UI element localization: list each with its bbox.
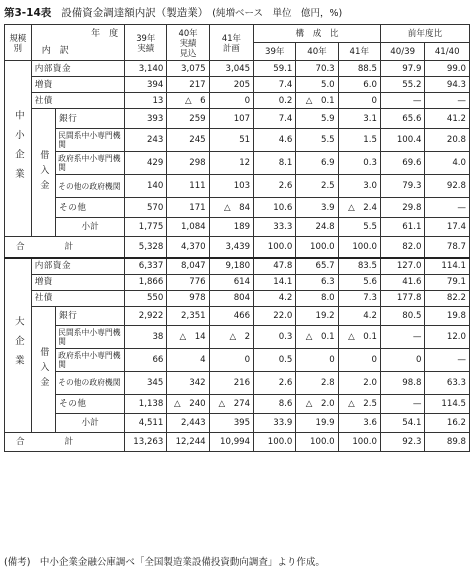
table-cell: 3,075 <box>167 61 209 77</box>
table-cell: 8.6 <box>254 394 296 413</box>
table-cell: 92.8 <box>425 175 470 198</box>
table-cell: 55.2 <box>380 77 424 93</box>
table-number: 第3-14表 <box>4 7 52 19</box>
total-label: 合計 <box>5 237 125 258</box>
table-cell: △ 84 <box>209 198 253 218</box>
table-cell: 3,439 <box>209 237 253 258</box>
total-label: 合計 <box>5 432 125 451</box>
row-label: 社債 <box>31 93 124 109</box>
table-cell: 19.9 <box>296 413 338 432</box>
row-label: 政府系中小専門機関 <box>56 348 125 371</box>
table-cell: 342 <box>167 371 209 394</box>
section-small: 中小企業 <box>5 61 32 237</box>
table-row <box>5 258 470 275</box>
table-cell: 0 <box>338 348 380 371</box>
table-cell: 24.8 <box>296 218 338 237</box>
table-cell: 63.3 <box>425 371 470 394</box>
table-row <box>5 129 470 152</box>
table-cell: △ 2.0 <box>296 394 338 413</box>
table-row <box>5 394 470 413</box>
source-note: (備考) 中小企業金融公庫調べ「全国製造業設備投資動向調査」より作成。 <box>4 557 325 568</box>
table-row <box>5 152 470 175</box>
table-cell: 82.2 <box>425 290 470 306</box>
p2-header: 41/40 <box>425 43 470 61</box>
table-cell: 978 <box>167 290 209 306</box>
table-cell: 100.4 <box>380 129 424 152</box>
table-cell: 5.6 <box>338 274 380 290</box>
table-cell: 395 <box>209 413 253 432</box>
table-cell: 1.5 <box>338 129 380 152</box>
table-cell: 2.8 <box>296 371 338 394</box>
table-cell: 54.1 <box>380 413 424 432</box>
table-cell: △ 0.1 <box>296 93 338 109</box>
table-cell: 59.1 <box>254 61 296 77</box>
table-cell: △ 0.1 <box>338 325 380 348</box>
table-cell: 4,511 <box>125 413 167 432</box>
table-cell: 127.0 <box>380 258 424 275</box>
table-cell: 100.0 <box>338 432 380 451</box>
row-label: 小計 <box>56 218 125 237</box>
row-label: 銀行 <box>56 306 125 325</box>
table-cell: 216 <box>209 371 253 394</box>
table-cell: 3.0 <box>338 175 380 198</box>
table-row <box>5 237 470 258</box>
table-cell: 6.9 <box>296 152 338 175</box>
table-cell: 100.0 <box>296 237 338 258</box>
table-cell: 8.0 <box>296 290 338 306</box>
table-cell: 0 <box>338 93 380 109</box>
table-cell: 92.3 <box>380 432 424 451</box>
table-row <box>5 93 470 109</box>
table-cell: 19.8 <box>425 306 470 325</box>
row-label: 民間系中小専門機関 <box>56 129 125 152</box>
table-cell: 140 <box>125 175 167 198</box>
table-cell: 394 <box>125 77 167 93</box>
prev-year-header: 前年度比 <box>380 25 469 43</box>
year-header: 年 度 <box>91 29 119 39</box>
table-cell: 5,328 <box>125 237 167 258</box>
table-cell: 29.8 <box>380 198 424 218</box>
table-cell: 3.6 <box>338 413 380 432</box>
table-cell: 3,140 <box>125 61 167 77</box>
header-row-1 <box>5 25 470 43</box>
table-row <box>5 290 470 306</box>
table-cell: 99.0 <box>425 61 470 77</box>
table-cell: 114.5 <box>425 394 470 413</box>
table-cell: 65.7 <box>296 258 338 275</box>
y41-header: 41年 計画 <box>209 25 253 61</box>
table-cell: 79.1 <box>425 274 470 290</box>
table-row <box>5 371 470 394</box>
table-cell: 0.3 <box>338 152 380 175</box>
table-cell: 20.8 <box>425 129 470 152</box>
table-cell: 4,370 <box>167 237 209 258</box>
table-cell: 4.2 <box>254 290 296 306</box>
table-cell: △ 14 <box>167 325 209 348</box>
table-cell: 205 <box>209 77 253 93</box>
table-cell: 10,994 <box>209 432 253 451</box>
table-cell: 466 <box>209 306 253 325</box>
row-label: その他 <box>56 394 125 413</box>
table-cell: 259 <box>167 109 209 129</box>
table-cell: 171 <box>167 198 209 218</box>
table-cell: 33.9 <box>254 413 296 432</box>
table-cell: — <box>380 394 424 413</box>
table-cell: 14.1 <box>254 274 296 290</box>
table-cell: 0.3 <box>254 325 296 348</box>
table-cell: 4.2 <box>338 306 380 325</box>
table-cell: 41.6 <box>380 274 424 290</box>
row-label: 民間系中小専門機関 <box>56 325 125 348</box>
table-cell: 298 <box>167 152 209 175</box>
scale-header: 規模別 <box>5 25 32 61</box>
table-cell: 12.0 <box>425 325 470 348</box>
table-cell: 0 <box>380 348 424 371</box>
table-cell: 2,922 <box>125 306 167 325</box>
table-cell: 4.0 <box>425 152 470 175</box>
c40-header: 40年 <box>296 43 338 61</box>
table-cell: 100.0 <box>296 432 338 451</box>
table-cell: 345 <box>125 371 167 394</box>
table-cell: 114.1 <box>425 258 470 275</box>
row-label: 小計 <box>56 413 125 432</box>
table-cell: △ 274 <box>209 394 253 413</box>
table-cell: 8,047 <box>167 258 209 275</box>
row-label: 社債 <box>31 290 124 306</box>
table-cell: 5.0 <box>296 77 338 93</box>
table-cell: 0.2 <box>254 93 296 109</box>
table-cell: 100.0 <box>254 237 296 258</box>
table-cell: 94.3 <box>425 77 470 93</box>
table-cell: 12 <box>209 152 253 175</box>
table-cell: 69.6 <box>380 152 424 175</box>
table-cell: 804 <box>209 290 253 306</box>
table-cell: 0 <box>296 348 338 371</box>
composition-header: 構 成 比 <box>254 25 381 43</box>
breakdown-header: 内 訳 <box>41 46 69 56</box>
table-row <box>5 348 470 371</box>
table-cell: 51 <box>209 129 253 152</box>
table-cell: 98.8 <box>380 371 424 394</box>
table-cell: 61.1 <box>380 218 424 237</box>
table-cell: 1,138 <box>125 394 167 413</box>
table-cell: 6.0 <box>338 77 380 93</box>
table-cell: 7.4 <box>254 77 296 93</box>
table-cell: 78.7 <box>425 237 470 258</box>
table-cell: 65.6 <box>380 109 424 129</box>
table-cell: △ 6 <box>167 93 209 109</box>
table-cell: — <box>425 348 470 371</box>
table-cell: 2.6 <box>254 371 296 394</box>
table-cell: 570 <box>125 198 167 218</box>
table-cell: 88.5 <box>338 61 380 77</box>
table-cell: 245 <box>167 129 209 152</box>
table-cell: 429 <box>125 152 167 175</box>
table-cell: 38 <box>125 325 167 348</box>
table-cell: 16.2 <box>425 413 470 432</box>
table-row <box>5 77 470 93</box>
table-cell: 111 <box>167 175 209 198</box>
table-cell: 2,351 <box>167 306 209 325</box>
row-label: 銀行 <box>56 109 125 129</box>
table-cell: 70.3 <box>296 61 338 77</box>
table-cell: 243 <box>125 129 167 152</box>
table-row <box>5 218 470 237</box>
table-cell: 17.4 <box>425 218 470 237</box>
c39-header: 39年 <box>254 43 296 61</box>
table-row <box>5 325 470 348</box>
table-cell: 97.9 <box>380 61 424 77</box>
row-label: 政府系中小専門機関 <box>56 152 125 175</box>
table-heading: 設備資金調達額内訳（製造業） <box>61 7 209 19</box>
p1-header: 40/39 <box>380 43 424 61</box>
y39-header: 39年 実績 <box>125 25 167 61</box>
table-cell: 1,775 <box>125 218 167 237</box>
unit-note: (純増ベース 単位 億円，%) <box>212 8 343 19</box>
table-cell: 19.2 <box>296 306 338 325</box>
table-cell: 217 <box>167 77 209 93</box>
table-cell: 0 <box>209 348 253 371</box>
table-cell: 13,263 <box>125 432 167 451</box>
table-cell: 82.0 <box>380 237 424 258</box>
table-cell: 2.5 <box>296 175 338 198</box>
table-cell: 89.8 <box>425 432 470 451</box>
table-row <box>5 306 470 325</box>
table-cell: 9,180 <box>209 258 253 275</box>
table-title <box>4 3 472 23</box>
table-cell: 8.1 <box>254 152 296 175</box>
table-row <box>5 274 470 290</box>
table-cell: 2.6 <box>254 175 296 198</box>
table-cell: 80.5 <box>380 306 424 325</box>
table-cell: △ 2.5 <box>338 394 380 413</box>
table-cell: 100.0 <box>254 432 296 451</box>
table-cell: △ 2.4 <box>338 198 380 218</box>
table-cell: 5.9 <box>296 109 338 129</box>
table-row <box>5 109 470 129</box>
row-label: 内部資金 <box>31 61 124 77</box>
table-cell: — <box>425 198 470 218</box>
table-cell: 5.5 <box>296 129 338 152</box>
table-cell: 83.5 <box>338 258 380 275</box>
table-cell: 550 <box>125 290 167 306</box>
table-row <box>5 413 470 432</box>
table-cell: 2,443 <box>167 413 209 432</box>
table-cell: 177.8 <box>380 290 424 306</box>
table-cell: 0.5 <box>254 348 296 371</box>
table-cell: 100.0 <box>338 237 380 258</box>
table-cell: 22.0 <box>254 306 296 325</box>
borrow-label-small: 借入金 <box>31 109 55 237</box>
table-cell: 614 <box>209 274 253 290</box>
table-row <box>5 198 470 218</box>
row-label: 増資 <box>31 274 124 290</box>
table-cell: — <box>380 325 424 348</box>
table-cell: △ 2 <box>209 325 253 348</box>
table-row <box>5 61 470 77</box>
table-cell: △ 240 <box>167 394 209 413</box>
table-cell: 3,045 <box>209 61 253 77</box>
table-row <box>5 432 470 451</box>
table-cell: 4.6 <box>254 129 296 152</box>
table-cell: 33.3 <box>254 218 296 237</box>
table-cell: 189 <box>209 218 253 237</box>
table-cell: 66 <box>125 348 167 371</box>
table-cell: 3.1 <box>338 109 380 129</box>
table-cell: △ 0.1 <box>296 325 338 348</box>
table-cell: 6.3 <box>296 274 338 290</box>
y40-header: 40年 実績 見込 <box>167 25 209 61</box>
table-cell: 0 <box>209 93 253 109</box>
table-cell: 6,337 <box>125 258 167 275</box>
table-cell: — <box>380 93 424 109</box>
table-cell: 7.4 <box>254 109 296 129</box>
table-cell: 393 <box>125 109 167 129</box>
row-label: その他 <box>56 198 125 218</box>
table-cell: 79.3 <box>380 175 424 198</box>
table-cell: 776 <box>167 274 209 290</box>
table-cell: 2.0 <box>338 371 380 394</box>
row-label: 増資 <box>31 77 124 93</box>
table-cell: 12,244 <box>167 432 209 451</box>
table-cell: 3.9 <box>296 198 338 218</box>
row-label: 内部資金 <box>31 258 124 275</box>
corner-header <box>31 25 124 61</box>
table-cell: 41.2 <box>425 109 470 129</box>
table-cell: 1,084 <box>167 218 209 237</box>
section-large: 大企業 <box>5 258 32 433</box>
table-cell: — <box>425 93 470 109</box>
row-label: その他の政府機関 <box>56 175 125 198</box>
table-cell: 103 <box>209 175 253 198</box>
borrow-label-large: 借入金 <box>31 306 55 432</box>
table-cell: 1,866 <box>125 274 167 290</box>
row-label: その他の政府機関 <box>56 371 125 394</box>
table-cell: 4 <box>167 348 209 371</box>
table-cell: 13 <box>125 93 167 109</box>
table-cell: 107 <box>209 109 253 129</box>
table-cell: 7.3 <box>338 290 380 306</box>
table-cell: 5.5 <box>338 218 380 237</box>
c41-header: 41年 <box>338 43 380 61</box>
table-row <box>5 175 470 198</box>
table-cell: 10.6 <box>254 198 296 218</box>
financing-table <box>4 24 470 452</box>
table-cell: 47.8 <box>254 258 296 275</box>
